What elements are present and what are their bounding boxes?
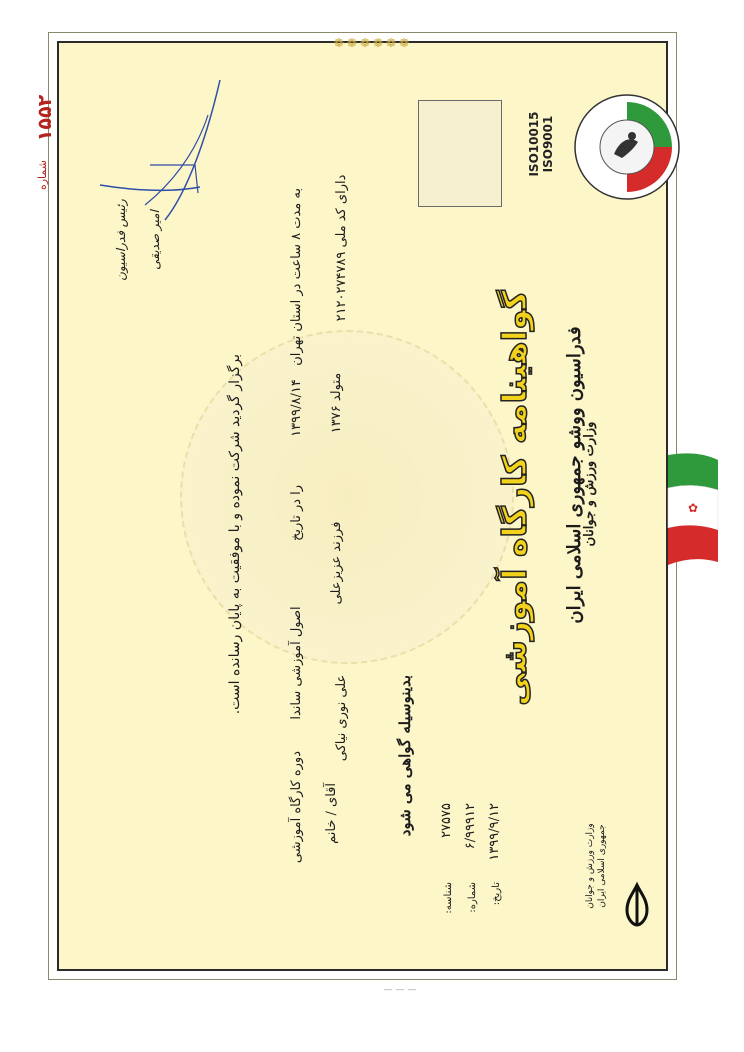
id-label: شناسه: xyxy=(443,882,454,914)
svg-text:✿: ✿ xyxy=(687,501,699,515)
body-line-4: برگزار گردید شرکت نموده و با موفقیت به پایان رسانده است. xyxy=(227,354,243,715)
course-duration-location: به مدت ۸ ساعت در استان تهران xyxy=(289,188,304,366)
certificate-title: گواهینامه کارگاه آموزشی xyxy=(495,290,534,706)
bottom-ornament-icon: — — — xyxy=(383,985,417,995)
body-line-1: بدینوسیله گواهی می شود xyxy=(396,675,414,837)
date-label: تاریخ: xyxy=(491,882,502,906)
ministry-name: وزارت ورزش و جوانان xyxy=(582,421,597,547)
emblem-caption-line2: وزارت ورزش و جوانان xyxy=(585,823,595,909)
federation-name: فدراسیون ووشو جمهوری اسلامی ایران xyxy=(564,326,585,624)
course-date: ۱۳۹۹/۸/۱۴ xyxy=(289,379,304,437)
course-name: اصول آموزشی ساندا xyxy=(289,606,304,720)
signatory-name: امیر صدیقی xyxy=(148,210,162,270)
iran-emblem-icon xyxy=(612,880,662,930)
photo-box xyxy=(418,100,502,207)
iso-10015-label: ISO10015 xyxy=(527,111,541,177)
federation-logo-icon xyxy=(572,92,682,202)
iso-9001-label: ISO9001 xyxy=(541,115,555,173)
father-name: فرزند عزیزعلی xyxy=(329,521,344,605)
number-value: ۶/۹۹۹۱۲ xyxy=(463,803,478,850)
serial-number: ۱۵۵۲ xyxy=(34,94,56,142)
iran-flag-icon xyxy=(658,450,728,570)
id-value: ۲۷۵۷۵ xyxy=(439,803,454,838)
recipient-name: علی نوری نیاکی xyxy=(334,674,349,762)
body-line-2-title: آقای / خانم xyxy=(324,783,339,844)
body-line-3-course-label: دوره کارگاه آموزشی xyxy=(289,751,304,864)
national-id: دارای کد ملی ۲۱۲۰۲۷۴۷۸۹ xyxy=(334,174,349,322)
serial-label: شماره xyxy=(36,160,49,191)
date-value: ۱۳۹۹/۹/۱۲ xyxy=(487,803,502,861)
emblem-caption-line1: جمهوری اسلامی ایران xyxy=(597,824,607,908)
number-label: شماره: xyxy=(467,882,478,913)
course-date-label: را در تاریخ xyxy=(289,484,304,542)
top-ornament-icon: ❁❁❁❁❁❁ xyxy=(333,36,413,50)
signatory-role: رئیس فدراسیون xyxy=(114,199,128,281)
birth-year: متولد ۱۳۷۶ xyxy=(329,372,344,434)
